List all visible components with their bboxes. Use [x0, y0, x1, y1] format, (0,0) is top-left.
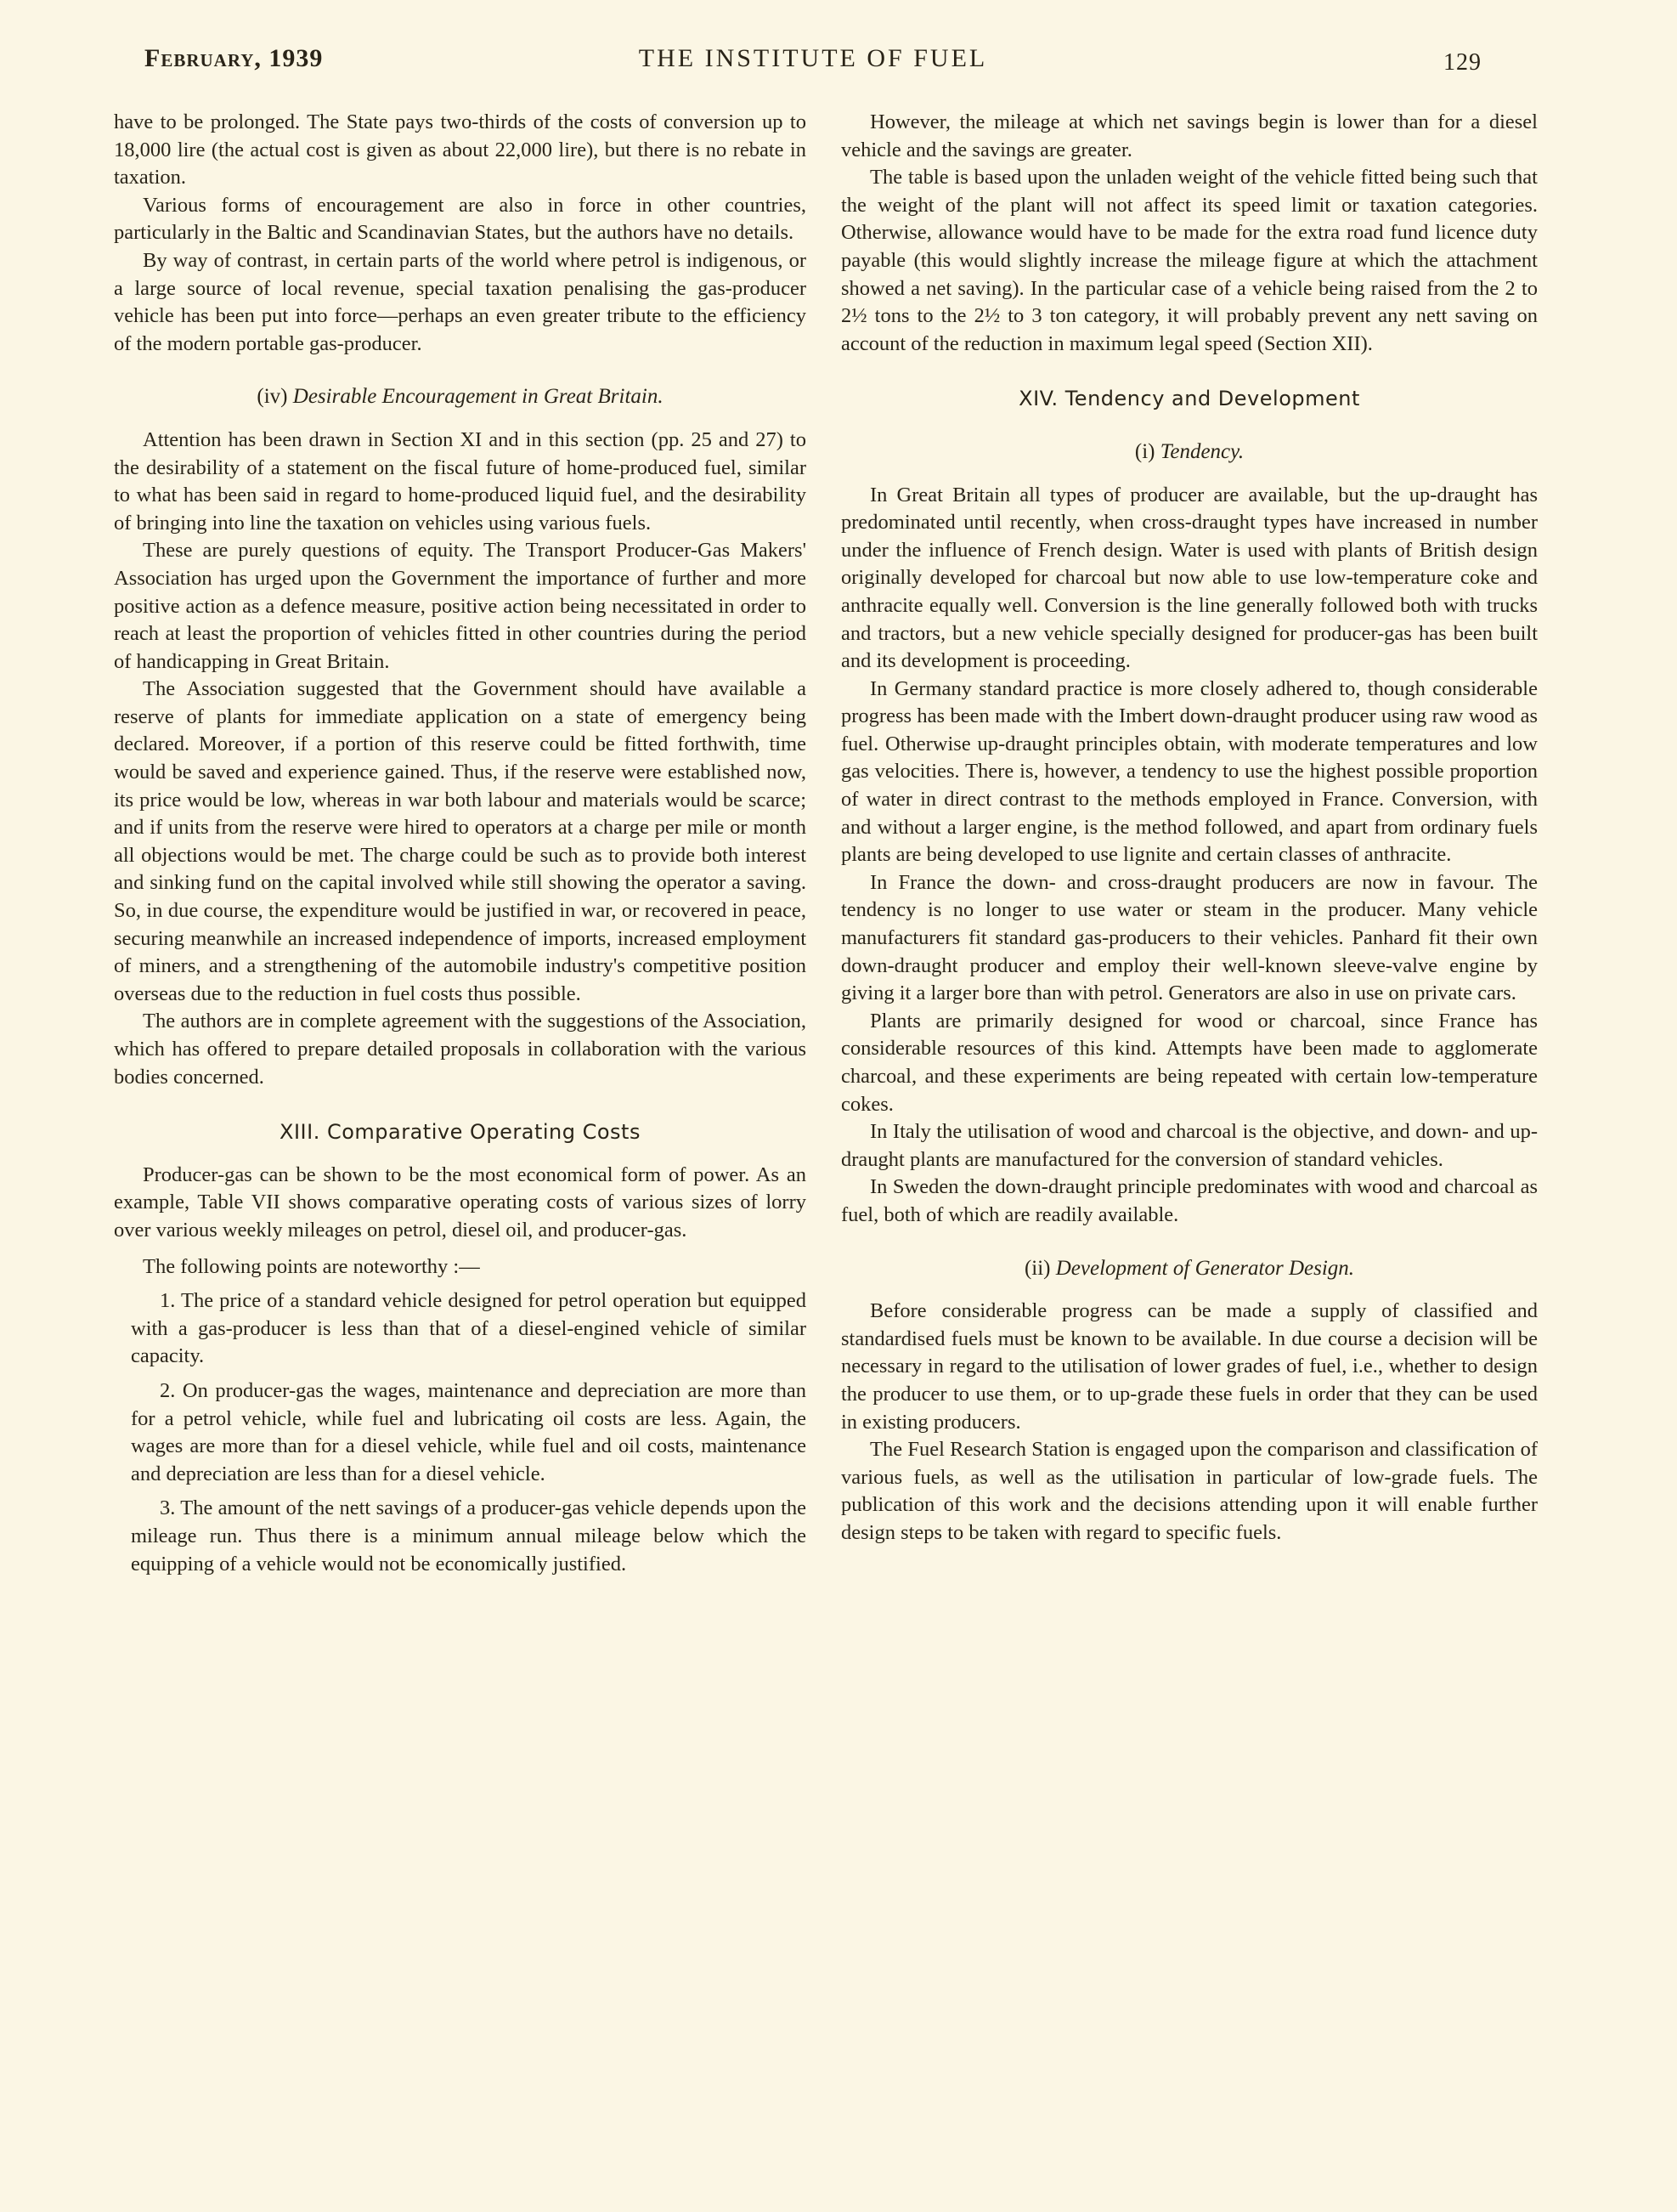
paragraph: The following points are noteworthy :—	[143, 1254, 480, 1278]
paragraph: In Germany standard practice is more closely adhered to, though considerable progress has been made with the Imbert down-draught producer using raw wood as fuel. Otherwise up-draught principles obtain, with moderate temperatures and low gas velocities. There is, however, a tendency to use the highest possible proportion of water in direct contrast to the methods employed in France. Conversion, with and without a larger engine, is the method followed, and apart from ordinary fuels plants are being developed to use lignite and certain classes of anthracite.	[841, 676, 1538, 867]
running-head	[144, 44, 1482, 83]
subsection-heading-ii	[841, 1255, 1538, 1283]
header-page-number: 129	[1443, 49, 1482, 76]
list-item: 2. On producer-gas the wages, maintenance and depreciation are more than for a petrol vehicle, while fuel and lubricating oil costs are less. Again, the wages are more than for a diesel vehicle, while fuel and oil costs, maintenance and depreciation are less than for a diesel vehicle.	[131, 1378, 806, 1485]
paragraph: In Sweden the down-draught principle predominates with wood and charcoal as fuel, both of which are readily available.	[841, 1175, 1538, 1226]
paragraph: In France the down- and cross-draught producers are now in favour. The tendency is no longer to use water or steam in the producer. Many vehicle manufacturers fit standard gas-producers to their vehicles. Panhard fit their own down-draught producer and employ their well-known sleeve-valve engine by giving it a larger bore than with petrol. Generators are also in use on private cars.	[841, 870, 1538, 1005]
subsection-number: (ii)	[1024, 1256, 1051, 1280]
paragraph: Producer-gas can be shown to be the most economical form of power. As an example, Table VII shows comparative operating costs of various sizes of lorry over various weekly mileages on petrol, diesel oil, and producer-gas.	[114, 1163, 806, 1242]
subsection-number: (iv)	[257, 385, 288, 409]
paragraph: Plants are primarily designed for wood or charcoal, since France has considerable resources of this kind. Attempts have been made to agglomerate charcoal, and these experiments are being repeated with certain low-temperature cokes.	[841, 1009, 1538, 1116]
subsection-title: Tendency.	[1160, 439, 1245, 463]
paragraph: The Association suggested that the Government should have available a reserve of plants for immediate application on a state of emergency being declared. Moreover, if a portion of this reserve could be fitted forthwith, time would be saved and experience gained. Thus, if the reserve were established now, its price would be low, whereas in war both labour and materials would be scarce; and if units from the reserve were hired to operators at a charge per mile or month all objections would be met. The charge could be such as to provide both interest and sinking fund on the capital involved while still showing the operator a saving. So, in due course, the expenditure would be justified in war, or recovered in peace, securing meanwhile an increased independence of imports, increased employment of miners, and a strengthening of the automobile industry's competitive position overseas due to the reduction in fuel costs thus possible.	[114, 677, 806, 1005]
right-column	[841, 109, 1538, 1547]
subsection-number: (i)	[1134, 439, 1155, 463]
subsection-heading-i	[841, 438, 1538, 467]
paragraph: By way of contrast, in certain parts of the world where petrol is indigenous, or a large source of local revenue, special taxation penalising the gas-producer vehicle has been put into force—perhaps an even greater tribute to the efficiency of the modern portable gas-producer.	[114, 248, 806, 355]
paragraph: Before considerable progress can be made a supply of classified and standardised fuels must be known to be available. In due course a decision will be necessary in regard to the utilisation of lower grades of fuel, i.e., whether to design the producer to use them, or to up-grade these fuels in order that they can be used in existing producers.	[841, 1299, 1538, 1434]
section-heading-xiv: XIV. Tendency and Development	[1019, 387, 1360, 411]
list-item: 3. The amount of the nett savings of a producer-gas vehicle depends upon the mileage run. Thus there is a minimum annual mileage below which the equipping of a vehicle would not be economically justified.	[131, 1496, 806, 1576]
paragraph: These are purely questions of equity. The Transport Producer-Gas Makers' Association has urged upon the Government the importance of further and more positive action as a defence measure, positive action being necessitated in order to reach at least the proportion of vehicles fitted in other countries during the period of handicapping in Great Britain.	[114, 539, 806, 673]
paragraph: In Italy the utilisation of wood and charcoal is the objective, and down- and up-draught plants are manufactured for the conversion of standard vehicles.	[841, 1120, 1538, 1171]
paragraph: The table is based upon the unladen weight of the vehicle fitted being such that the weight of the plant will not affect its speed limit or taxation categories. Otherwise, allowance would have to be made for the extra road fund licence duty payable (this would slightly increase the mileage figure at which the attachment showed a net saving). In the particular case of a vehicle being raised from the 2 to 2½ tons to the 2½ to 3 ton category, it will probably prevent any nett saving on account of the reduction in maximum legal speed (Section XII).	[841, 166, 1538, 355]
subsection-title: Desirable Encouragement in Great Britain.	[292, 385, 663, 409]
left-column	[114, 109, 806, 1578]
paragraph: However, the mileage at which net savings begin is lower than for a diesel vehicle and the savings are greater.	[841, 110, 1538, 161]
paragraph: have to be prolonged. The State pays two-thirds of the costs of conversion up to 18,000 lire (the actual cost is given as about 22,000 lire), but there is no rebate in taxation.	[114, 110, 806, 190]
section-heading-xiii: XIII. Comparative Operating Costs	[280, 1120, 641, 1145]
paragraph: In Great Britain all types of producer are available, but the up-draught has predominated until recently, when cross-draught types have increased in number under the influence of French design. Water is used with plants of British design originally developed for charcoal but now able to use low-temperature coke and anthracite equally well. Conversion is the line generally followed both with trucks and tractors, but a new vehicle specially designed for producer-gas has been built and its development is proceeding.	[841, 483, 1538, 673]
paragraph: The authors are in complete agreement with the suggestions of the Association, which has offered to prepare detailed proposals in collaboration with the various bodies concerned.	[114, 1010, 806, 1089]
subsection-heading-iv	[114, 383, 806, 411]
paragraph: Attention has been drawn in Section XI and in this section (pp. 25 and 27) to the desirability of a statement on the fiscal future of home-produced fuel, similar to what has been said in regard to home-produced liquid fuel, and the desirability of bringing into line the taxation on vehicles using various fuels.	[114, 427, 806, 535]
header-journal-title: THE INSTITUTE OF FUEL	[638, 44, 988, 72]
subsection-title: Development of Generator Design.	[1055, 1256, 1355, 1280]
list-item: 1. The price of a standard vehicle designed for petrol operation but equipped with a gas-producer is less than that of a diesel-engined vehicle of similar capacity.	[131, 1289, 806, 1368]
paragraph: Various forms of encouragement are also in force in other countries, particularly in the Baltic and Scandinavian States, but the authors have no details.	[114, 193, 806, 245]
header-date: February, 1939	[144, 44, 324, 72]
paragraph: The Fuel Research Station is engaged upon the comparison and classification of various fuels, as well as the utilisation in particular of low-grade fuels. The publication of this work and the decisions attending upon it will enable further design steps to be taken with regard to specific fuels.	[841, 1438, 1538, 1544]
